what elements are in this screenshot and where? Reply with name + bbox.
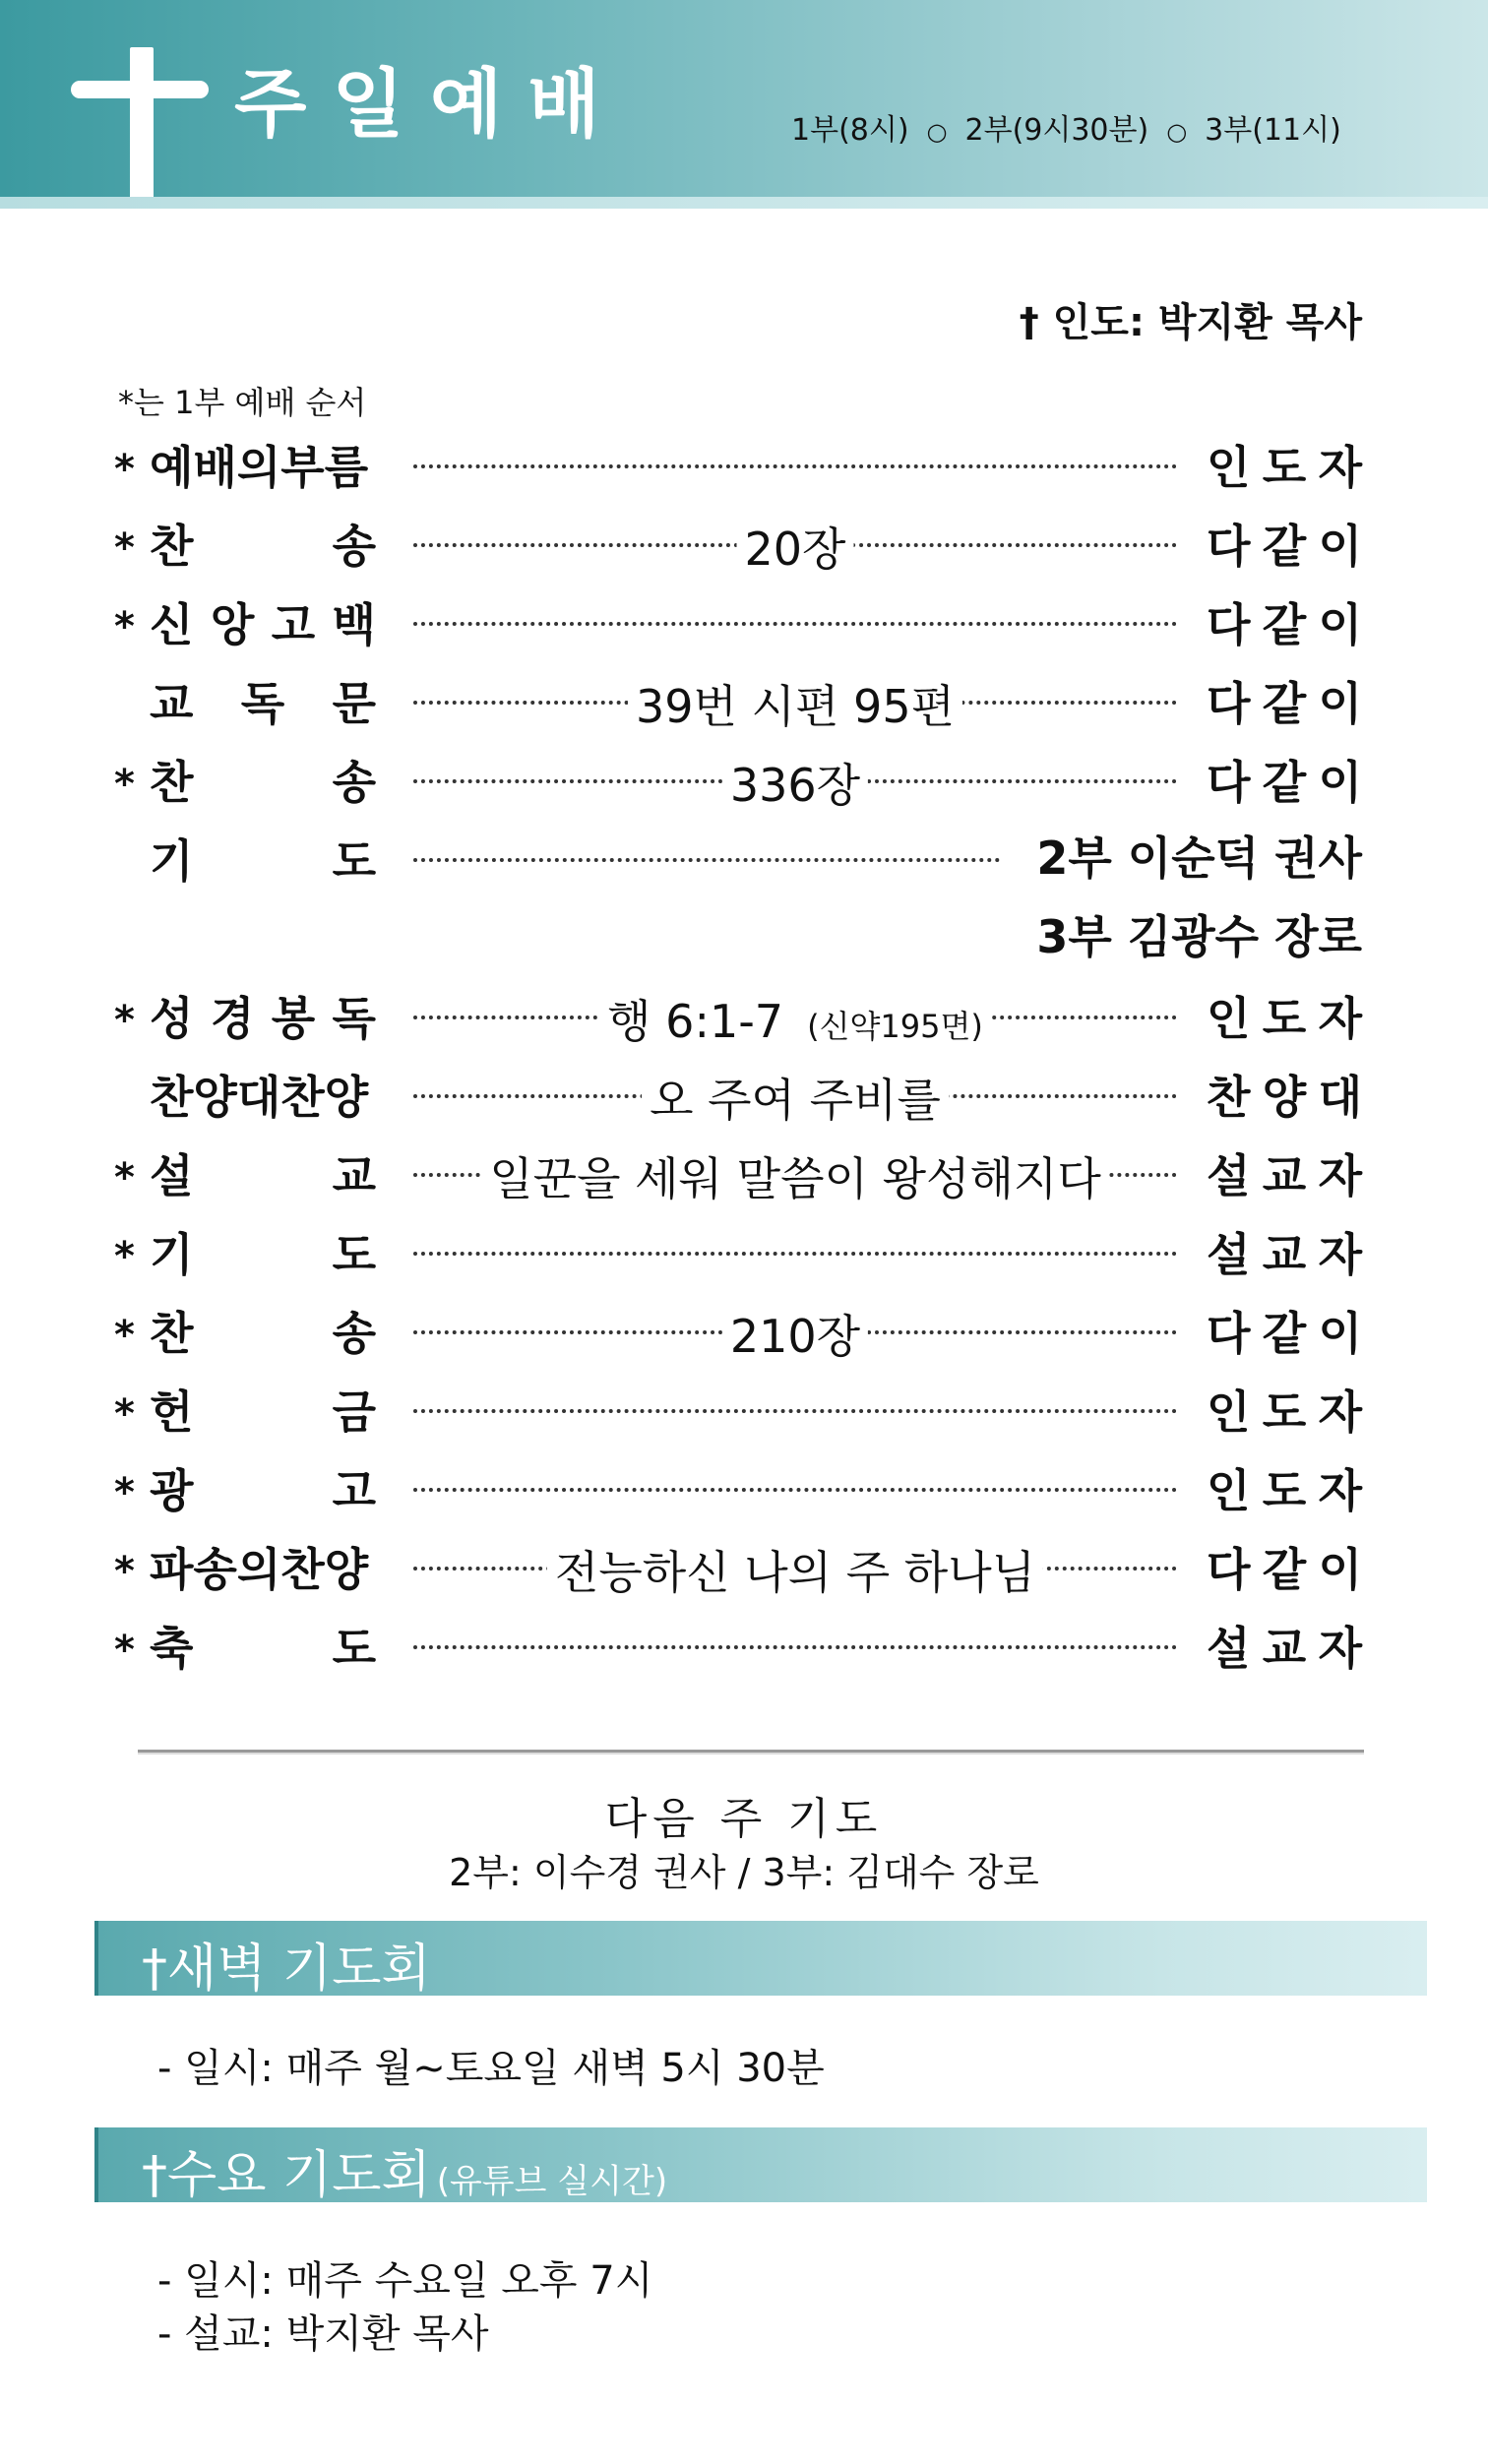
leader-dots (413, 464, 1177, 468)
order-responsible-char: 이 (1318, 756, 1362, 809)
order-row (0, 1134, 1488, 1212)
order-responsible (1207, 1458, 1362, 1517)
order-responsible-char: 도 (1262, 992, 1307, 1045)
order-responsible (1207, 750, 1362, 809)
order-responsible (1207, 1380, 1362, 1439)
order-detail (547, 1543, 1043, 1602)
order-responsible-char: 자 (1318, 1622, 1362, 1675)
order-label-char: 설 (150, 1149, 194, 1202)
order-row (0, 1527, 1488, 1606)
order-label-char: 송 (332, 520, 376, 573)
order-detail-text: 20장 (744, 523, 846, 576)
divider (138, 1750, 1364, 1755)
order-label-char: 고 (332, 1464, 376, 1517)
order-note: *는 1부 예배 순서 (118, 384, 367, 421)
asterisk-icon: * (114, 604, 135, 649)
order-detail (599, 992, 991, 1051)
order-row (0, 661, 1488, 740)
asterisk-icon: * (114, 525, 135, 571)
order-responsible (1207, 1301, 1362, 1360)
service-schedule (791, 113, 1341, 148)
order-detail-text: 39번 시편 95편 (635, 680, 956, 733)
circle-icon: ○ (926, 118, 948, 146)
asterisk-icon: * (114, 1234, 135, 1279)
order-responsible (1207, 1222, 1362, 1281)
schedule-2: 2부(9시30분) (964, 113, 1149, 148)
order-label (150, 435, 376, 494)
order-detail-text: 210장 (729, 1310, 861, 1363)
schedule-3: 3부(11시) (1205, 113, 1341, 148)
order-label-char: 문 (332, 677, 376, 730)
order-responsible-char: 다 (1207, 520, 1251, 573)
leader-dots (413, 858, 1000, 862)
order-responsible-char: 다 (1207, 1543, 1251, 1596)
order-label (150, 1537, 376, 1596)
order-responsible (1207, 986, 1362, 1045)
order-responsible-char: 다 (1207, 598, 1251, 651)
order-responsible-char: 이 (1318, 520, 1362, 573)
order-label-char: 신 (150, 598, 194, 651)
order-responsible (1207, 435, 1362, 494)
order-label (150, 750, 376, 809)
asterisk-icon: * (114, 1628, 135, 1673)
asterisk-icon: * (114, 1470, 135, 1515)
order-row (0, 583, 1488, 661)
header-banner (0, 0, 1488, 197)
wednesday-prayer-time: - 일시: 매주 수요일 오후 7시 (157, 2258, 653, 2304)
order-label-char: 기 (150, 1228, 194, 1281)
order-label-char: 도 (332, 1622, 376, 1675)
leader-dots (413, 622, 1177, 626)
order-detail-text: 전능하신 나의 주 하나님 (554, 1546, 1036, 1599)
wednesday-prayer-title: †수요 기도회 (142, 2146, 431, 2205)
order-responsible-char: 설 (1207, 1622, 1251, 1675)
order-label-char: 독 (240, 677, 285, 730)
order-label-text: 예배의부름 (150, 441, 369, 494)
next-prayer-title: 다음 주 기도 (604, 1794, 884, 1844)
order-detail-text: 행 6:1-7 (607, 995, 784, 1048)
order-detail (481, 1149, 1109, 1208)
dawn-prayer-title: †새벽 기도회 (142, 1940, 431, 1999)
wednesday-prayer-preacher: - 설교: 박지환 목사 (157, 2311, 489, 2357)
order-label-char: 송 (332, 1307, 376, 1360)
order-label (150, 1065, 376, 1124)
order-responsible: 2부 이순덕 권사 (1036, 832, 1362, 885)
order-label (150, 1458, 376, 1517)
leader-dots (413, 1252, 1177, 1256)
order-row (0, 1212, 1488, 1291)
order-responsible-char: 양 (1262, 1071, 1307, 1124)
order-row (0, 1291, 1488, 1370)
wednesday-prayer-subtitle: (유튜브 실시간) (436, 2162, 668, 2201)
order-detail (722, 756, 868, 815)
order-detail-text: 오 주여 주비를 (650, 1074, 941, 1127)
order-label-char: 광 (150, 1464, 194, 1517)
order-label-char: 도 (332, 1228, 376, 1281)
order-responsible-char: 이 (1318, 598, 1362, 651)
order-detail (642, 1071, 949, 1130)
order-row-continued (0, 897, 1488, 976)
order-label (150, 1301, 376, 1360)
order-responsible-char: 다 (1207, 677, 1251, 730)
order-label-char: 앙 (210, 598, 255, 651)
order-label-char: 축 (150, 1622, 194, 1675)
order-responsible-char: 자 (1318, 1149, 1362, 1202)
order-detail-note: (신약195면) (807, 1008, 983, 1045)
order-label (150, 1143, 376, 1202)
order-responsible-char: 인 (1207, 1464, 1251, 1517)
order-responsible-char: 같 (1262, 677, 1307, 730)
order-responsible (1207, 592, 1362, 651)
order-label (150, 592, 376, 651)
asterisk-icon: * (114, 762, 135, 807)
order-responsible-char: 교 (1262, 1149, 1307, 1202)
order-label-char: 금 (332, 1386, 376, 1439)
order-label-char: 독 (332, 992, 376, 1045)
order-responsible-char: 인 (1207, 1386, 1251, 1439)
order-responsible (1207, 514, 1362, 573)
order-row (0, 425, 1488, 504)
asterisk-icon: * (114, 1155, 135, 1201)
order-responsible-char: 대 (1318, 1071, 1362, 1124)
asterisk-icon: * (114, 447, 135, 492)
order-responsible (1207, 1616, 1362, 1675)
order-detail (628, 677, 962, 736)
order-label (150, 671, 376, 730)
order-label-char: 송 (332, 756, 376, 809)
order-responsible-char: 도 (1262, 441, 1307, 494)
order-detail-text: 336장 (729, 759, 861, 812)
asterisk-icon: * (114, 1391, 135, 1437)
order-label-char: 고 (271, 598, 316, 651)
order-row (0, 1370, 1488, 1448)
order-label-char: 백 (332, 598, 376, 651)
order-responsible-char: 같 (1262, 1307, 1307, 1360)
order-responsible-char: 같 (1262, 520, 1307, 573)
leader-dots (413, 1409, 1177, 1413)
order-label-char: 도 (332, 834, 376, 888)
order-responsible-char: 같 (1262, 756, 1307, 809)
order-label-char: 찬 (150, 756, 194, 809)
cross-icon-bar (71, 81, 209, 98)
order-label-char: 헌 (150, 1386, 194, 1439)
order-row (0, 740, 1488, 819)
order-responsible-char: 교 (1262, 1228, 1307, 1281)
order-label (150, 986, 376, 1045)
order-responsible-char: 교 (1262, 1622, 1307, 1675)
order-label-text: 파송의찬양 (150, 1543, 369, 1596)
asterisk-icon: * (114, 1549, 135, 1594)
wednesday-prayer-title-wrap (142, 2133, 667, 2207)
order-responsible-char: 인 (1207, 992, 1251, 1045)
order-responsible-char: 도 (1262, 1464, 1307, 1517)
order-row (0, 819, 1488, 897)
order-responsible-char: 찬 (1207, 1071, 1251, 1124)
order-responsible-char: 인 (1207, 441, 1251, 494)
order-label-char: 교 (332, 1149, 376, 1202)
page-title: 주일예배 (234, 60, 626, 148)
asterisk-icon: * (114, 1313, 135, 1358)
wednesday-prayer-bar (94, 2127, 1427, 2205)
order-label (150, 514, 376, 573)
order-responsible-char: 자 (1318, 1386, 1362, 1439)
order-label-char: 찬 (150, 1307, 194, 1360)
asterisk-icon: * (114, 998, 135, 1043)
order-label-char: 경 (210, 992, 255, 1045)
order-responsible-char: 같 (1262, 598, 1307, 651)
order-responsible-char: 설 (1207, 1228, 1251, 1281)
order-responsible-char: 자 (1318, 1228, 1362, 1281)
order-row (0, 504, 1488, 583)
order-responsible (1207, 671, 1362, 730)
order-label (150, 1380, 376, 1439)
header-stripe (0, 197, 1488, 209)
leader-dots (413, 1645, 1177, 1649)
order-responsible-char: 다 (1207, 756, 1251, 809)
order-label (150, 1616, 376, 1675)
order-responsible-char: 이 (1318, 677, 1362, 730)
leader-text: † 인도: 박지환 목사 (1019, 300, 1362, 345)
order-row (0, 1448, 1488, 1527)
order-responsible-char: 이 (1318, 1543, 1362, 1596)
order-detail-text: 일꾼을 세워 말씀이 왕성해지다 (489, 1152, 1101, 1205)
order-row (0, 1606, 1488, 1685)
cross-icon (130, 47, 154, 197)
order-responsible-char: 이 (1318, 1307, 1362, 1360)
order-label-char: 성 (150, 992, 194, 1045)
order-responsible-char: 설 (1207, 1149, 1251, 1202)
order-responsible-char: 자 (1318, 441, 1362, 494)
schedule-1: 1부(8시) (791, 113, 909, 148)
order-label-char: 교 (150, 677, 194, 730)
order-responsible-char: 다 (1207, 1307, 1251, 1360)
order-responsible (1207, 1143, 1362, 1202)
order-row (0, 976, 1488, 1055)
order-label-text: 찬양대찬양 (150, 1071, 369, 1124)
order-responsible-char: 도 (1262, 1386, 1307, 1439)
order-responsible-char: 자 (1318, 992, 1362, 1045)
order-label (150, 829, 376, 888)
order-responsible-char: 자 (1318, 1464, 1362, 1517)
order-label-char: 찬 (150, 520, 194, 573)
order-responsible (1207, 1537, 1362, 1596)
order-responsible-char: 같 (1262, 1543, 1307, 1596)
order-detail (737, 520, 854, 579)
next-prayer-line: 2부: 이수경 권사 / 3부: 김대수 장로 (449, 1851, 1039, 1894)
order-label-char: 기 (150, 834, 194, 888)
order-row (0, 1055, 1488, 1134)
dawn-prayer-info: - 일시: 매주 월~토요일 새벽 5시 30분 (157, 2046, 825, 2091)
dawn-prayer-bar (94, 1921, 1427, 1999)
order-label-char: 봉 (271, 992, 316, 1045)
leader-dots (413, 1488, 1177, 1492)
order-detail (722, 1307, 868, 1366)
order-label (150, 1222, 376, 1281)
circle-icon: ○ (1166, 118, 1188, 146)
order-responsible-secondary: 3부 김광수 장로 (1036, 910, 1362, 963)
order-responsible (1207, 1065, 1362, 1124)
